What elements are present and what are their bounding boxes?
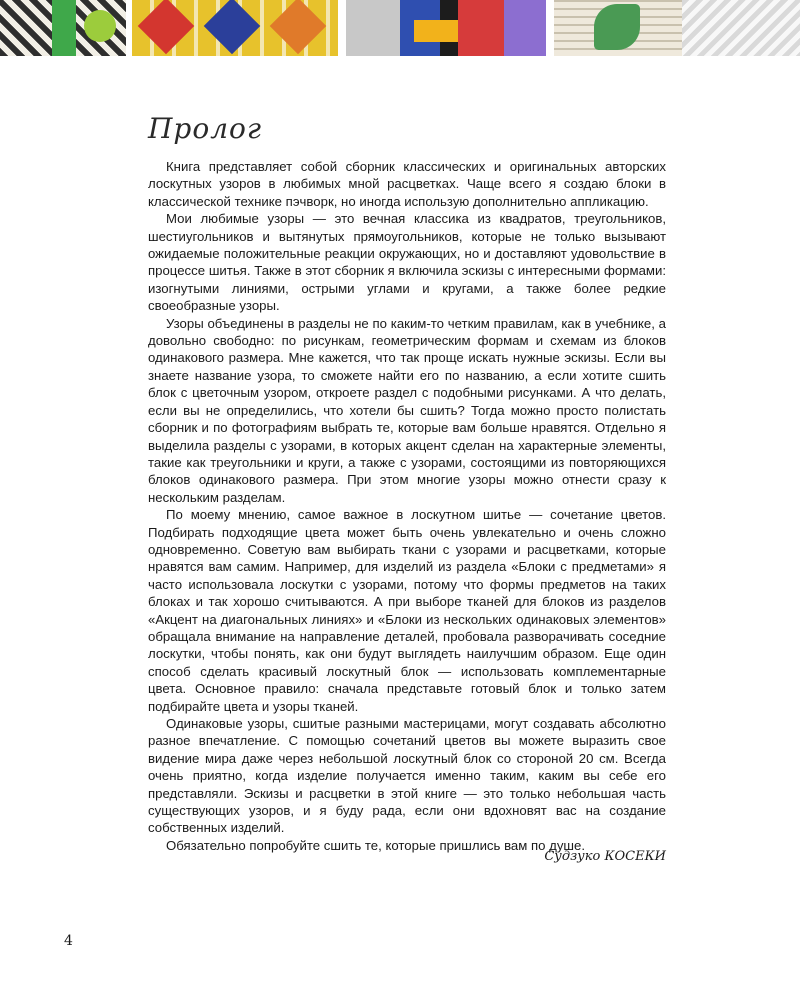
paragraph: По моему мнению, самое важное в лоскутном шитье — сочетание цветов. Подбирать подходящие цвета может быть очень увлекательно и очень сложно одновременно. Советую вам выбирать ткани с узорами и расцветками, которые нравятся вам самим. Например, для изделий из раздела «Блоки с предметами» я часто использовала лоскутки с узорами, потому что формы предметов на таких блоках и так хорошо считываются. А при выборе тканей для блоков из разделов «Акцент на диагональных линиях» и «Блоки из нескольких одинаковых элементов» обращала внимание на направление деталей, пробовала разворачивать соседние лоскутки, чтобы понять, как они будут выглядеть наилучшим образом. Еще один способ сделать красивый лоскутный блок — использовать комплементарные цвета. Основное правило: сначала представьте готовый блок и только затем подбирайте цвета и узоры тканей. [148,507,666,714]
quilt-banner-image [0,0,800,56]
paragraph: Узоры объединены в разделы не по каким-то четким правилам, как в учебнике, а довольно свободно: по рисункам, геометрическим формам и схемам из блоков одинакового размера. Мне кажется, что так проще искать нужные эскизы. Если вы знаете название узора, то сможете найти его по названию, а если хотите сшить блок с цветочным узором, откроете раздел с подобными рисунками. А что делать, если вы не определились, что хотели бы сшить? Тогда можно просто полистать сборник и по фотографиям выбрать те, которые вам больше нравятся. Отдельно я выделила разделы с узорами, в которых акцент сделан на характерные элементы, такие как треугольники и круги, а также с узорами, состоящими из повторяющихся блоков одинакового размера. При этом многие узоры можно отнести сразу к нескольким разделам. [148,315,666,505]
quilt-patch-printed-leaf [554,0,682,56]
prologue-text [148,158,666,854]
paragraph: Книга представляет собой сборник классических и оригинальных авторских лоскутных узоров в любимых мной расцветках. Чаще всего я создаю блоки в классической технике пэчворк, но иногда использую дополнительно аппликацию. [148,159,666,209]
paragraph: Обязательно попробуйте сшить те, которые пришлись вам по душе. [166,837,585,853]
quilt-patch-green-leaf [0,0,126,56]
quilt-patch-yellow-diamonds [132,0,338,56]
paragraph: Мои любимые узоры — это вечная классика из квадратов, треугольников, шестиугольников и вытянутых прямоугольников, которые не только вызывают ожидаемые положительные реакции окружающих, но и доставляют удовольствие в процессе шитья. Также в этот сборник я включила эскизы с интересными формами: изогнутыми линиями, острыми углами и кругами, а также более редкие своеобразные узоры. [148,211,666,314]
quilt-patch-crazy-blocks [346,0,546,56]
quilt-patch-white-lace [682,0,800,56]
page-number: 4 [64,933,73,949]
paragraph: Одинаковые узоры, сшитые разными мастерицами, могут создавать абсолютно разное впечатление. С помощью сочетаний цветов вы можете выразить свое видение мира даже через небольшой лоскутный блок со стороной 20 см. Всегда очень приятно, когда изделие получается именно таким, каким вы себе его представляли. Эскизы и расцветки в этой книге — это только небольшая часть существующих узоров, и я буду рада, если они вдохновят вас на создание собственных изделий. [148,716,666,836]
page-title: Пролог [148,112,263,145]
author-signature: Судзуко КОСЕКИ [544,849,666,864]
